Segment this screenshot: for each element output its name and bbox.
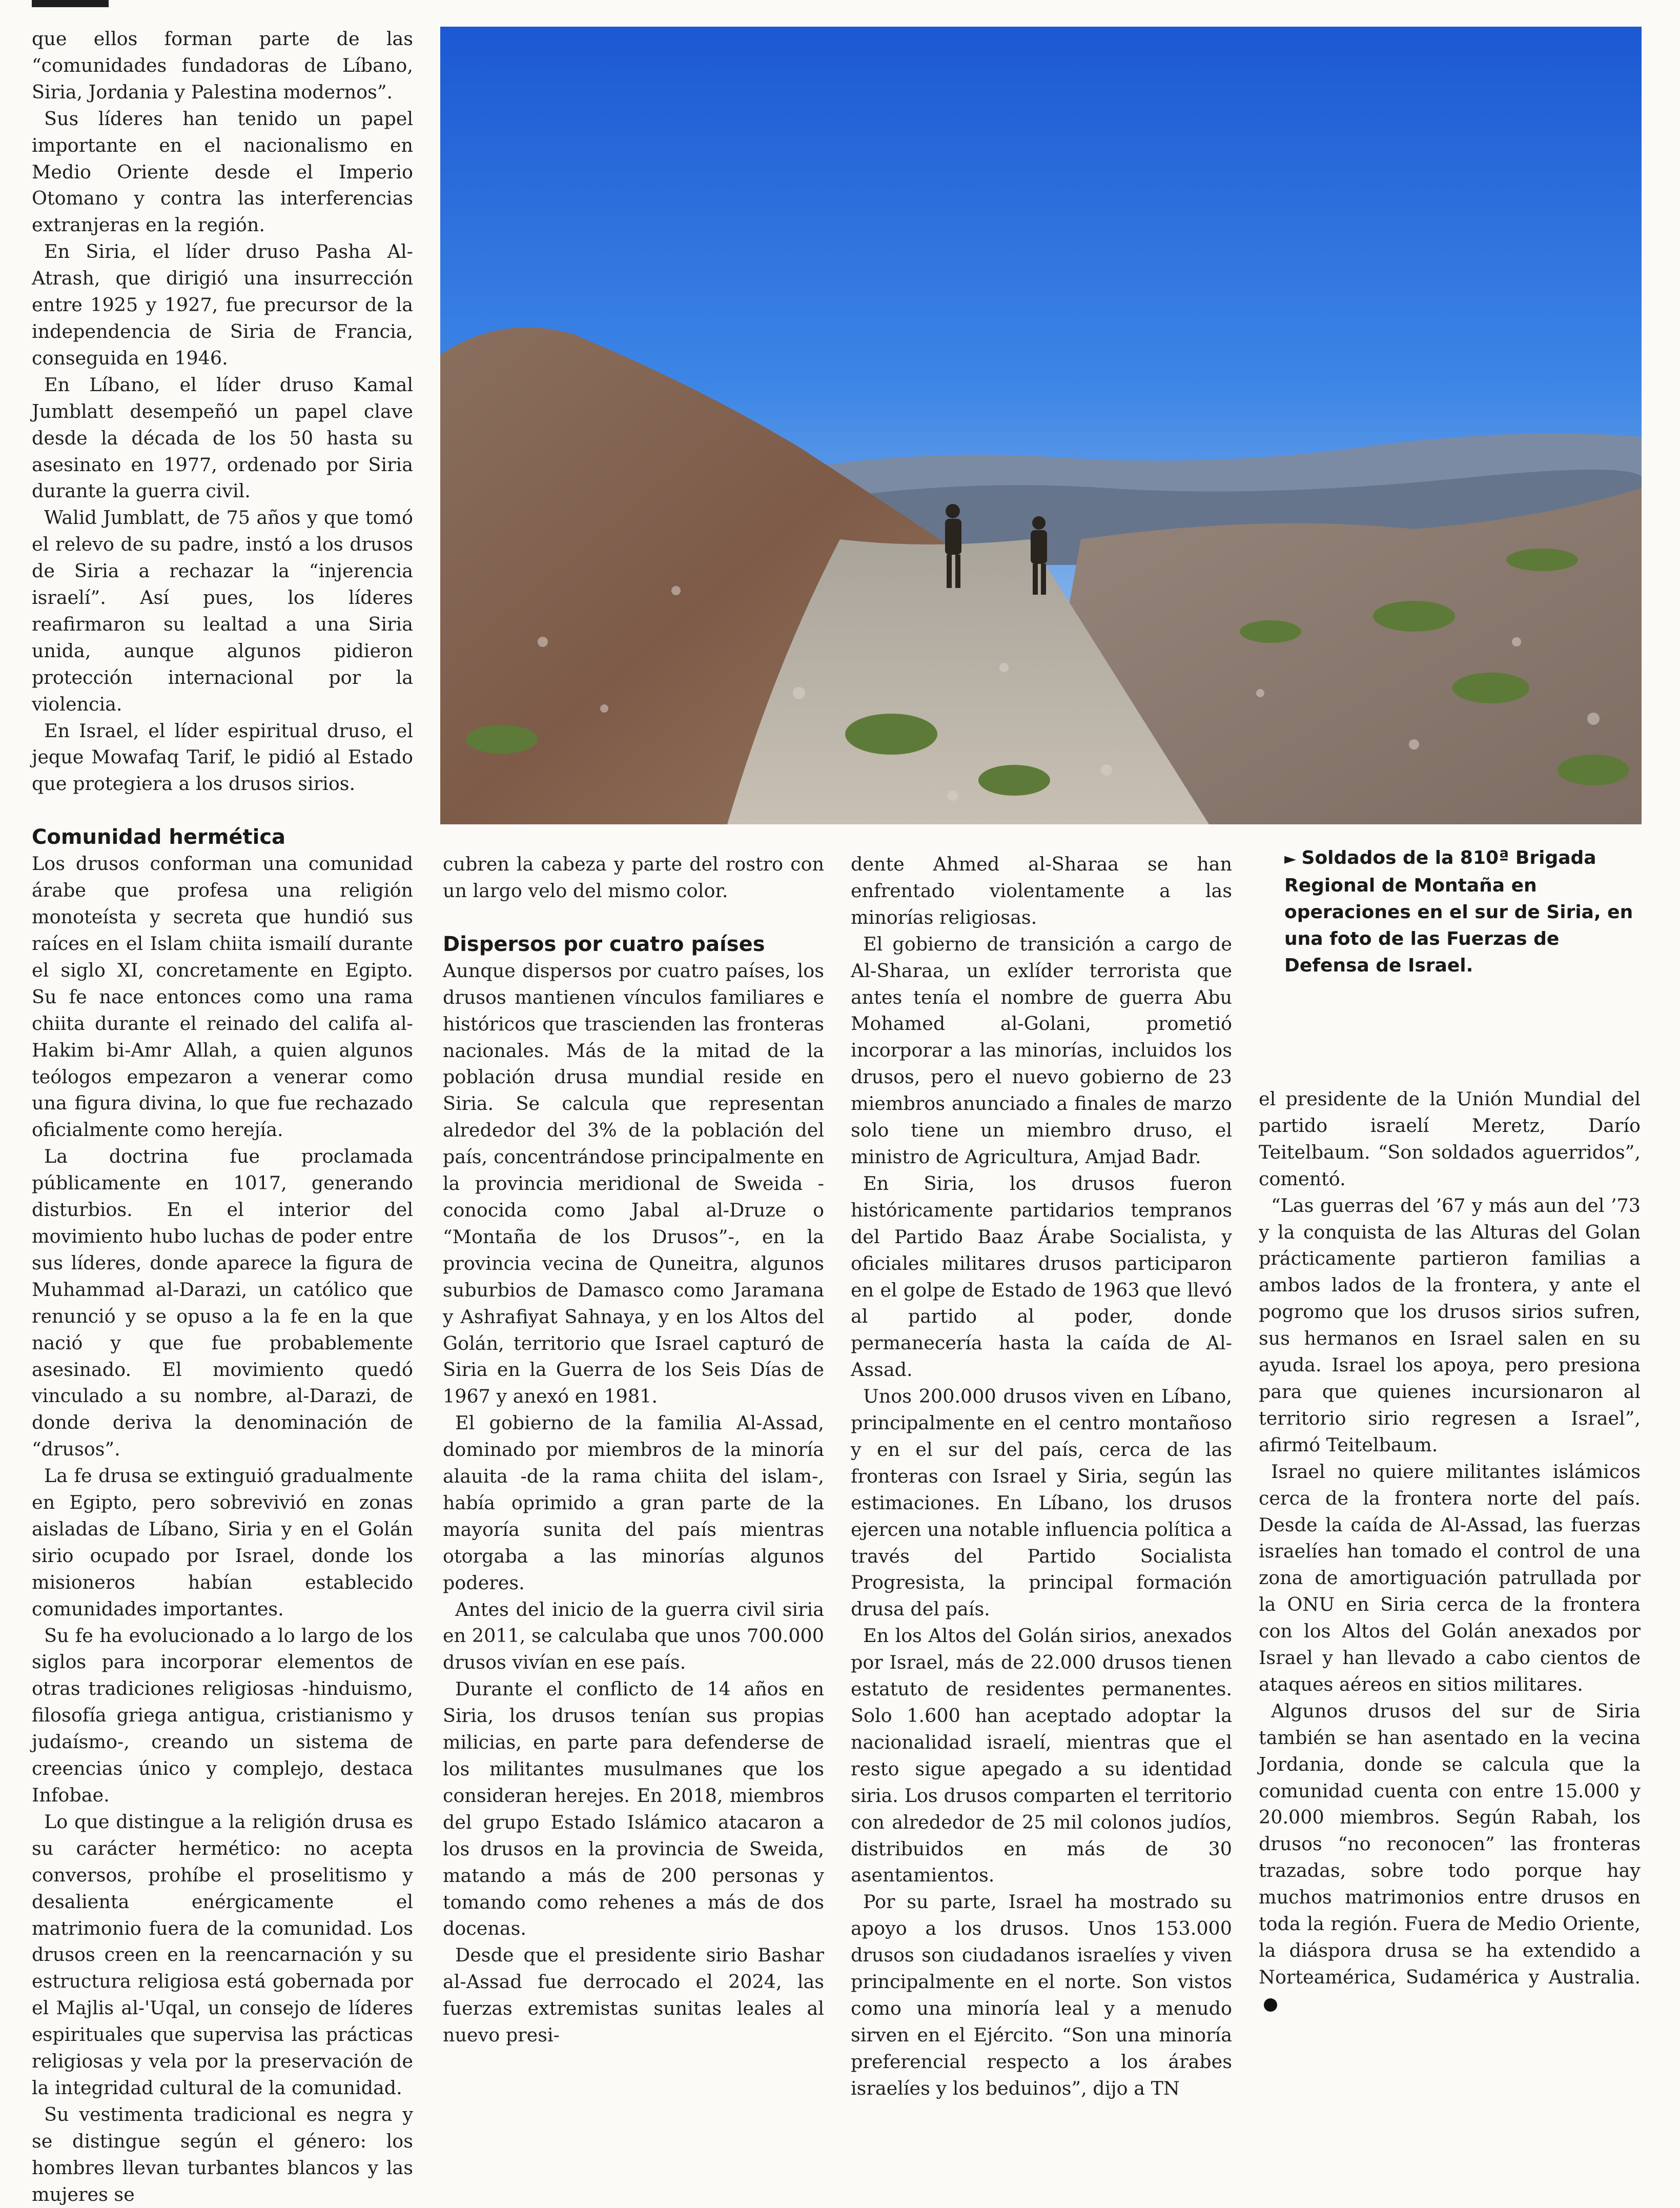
section-heading: Comunidad hermética bbox=[32, 825, 286, 849]
photo-caption bbox=[1284, 845, 1643, 979]
column-4 bbox=[1259, 1086, 1641, 2017]
paragraph: En Líbano, el líder druso Kamal Jumblatt desempeñó un papel clave desde la década de los 50 hasta su asesinato en 1977, ordenado por Siria durante la guerra civil. bbox=[32, 373, 413, 502]
paragraph: En los Altos del Golán sirios, anexados por Israel, más de 22.000 drusos tienen estatuto de residentes permanentes. Solo 1.600 han aceptado adoptar la nacionalidad israelí, mientras que el resto sigue apegado a su identidad siria. Los drusos comparten el territorio con alrededor de 25 mil colonos judíos, distribuidos en más de 30 asentamientos. bbox=[851, 1625, 1232, 1887]
paragraph: Desde que el presidente sirio Bashar al-Assad fue derrocado el 2024, las fuerzas extremistas sunitas leales al nuevo presi- bbox=[443, 1944, 824, 2047]
paragraph: Sus líderes han tenido un papel importante en el nacionalismo en Medio Oriente desde el Imperio Otomano y contra las interferencias extranjeras en la región. bbox=[32, 107, 413, 236]
paragraph: El gobierno de la familia Al-Assad, dominado por miembros de la minoría alauita -de la rama chiita del islam-, había oprimido a gran parte de la mayoría sunita del país mientras otorgaba a las minorías algunos poderes. bbox=[443, 1412, 824, 1594]
paragraph: Lo que distingue a la religión drusa es su carácter hermético: no acepta conversos, prohíbe el proselitismo y desalienta enérgicamente el matrimonio fuera de la comunidad. Los drusos creen en la reencarnación y su estructura religiosa está gobernada por el Majlis al-'Uqal, un consejo de líderes espirituales que supervisa las prácticas religiosas y vela por la preservación de la integridad cultural de la comunidad. bbox=[32, 1810, 413, 2099]
section-heading: Dispersos por cuatro países bbox=[443, 932, 765, 956]
paragraph: Su fe ha evolucionado a lo largo de los siglos para incorporar elementos de otras tradiciones religiosas -hinduismo, filosofía griega antigua, cristianismo y judaísmo-, creando un sistema de creencias único y complejo, destaca Infobae. bbox=[32, 1624, 413, 1806]
paragraph: En Israel, el líder espiritual druso, el jeque Mowafaq Tarif, le pidió al Estado que protegiera a los drusos sirios. bbox=[32, 719, 413, 795]
paragraph: Aunque dispersos por cuatro países, los drusos mantienen vínculos familiares e históricos que trascienden las fronteras nacionales. Más de la mitad de la población drusa mundial reside en Siria. Se calcula que representan alrededor del 3% de la población del país, concentrándose principalmente en la provincia meridional de Sweida -conocida como Jabal al-Druze o “Montaña de los Drusos”-, en la provincia vecina de Quneitra, algunos suburbios de Damasco como Jaramana y Ashrafiyat Sahnaya, y en los Altos del Golán, territorio que Israel capturó de Siria en la Guerra de los Seis Días de 1967 y anexó en 1981. bbox=[443, 959, 824, 1408]
paragraph: Su vestimenta tradicional es negra y se distingue según el género: los hombres llevan turbantes blancos y las mujeres se bbox=[32, 2103, 413, 2205]
paragraph bbox=[1259, 1698, 1641, 2017]
paragraph: Durante el conflicto de 14 años en Siria, los drusos tenían sus propias milicias, en parte para defenderse de los militantes musulmanes que los consideran herejes. En 2018, miembros del grupo Estado Islámico atacaron a los drusos en la provincia de Sweida, matando a más de 200 personas y tomando como rehenes a más de dos docenas. bbox=[443, 1678, 824, 1940]
header-rule bbox=[32, 0, 109, 7]
paragraph: Unos 200.000 drusos viven en Líbano, principalmente en el centro montañoso y en el sur del país, cerca de las fronteras con Israel y Siria, según las estimaciones. En Líbano, los drusos ejercen una notable influencia política a través del Partido Socialista Progresista, la principal formación drusa del país. bbox=[851, 1385, 1232, 1620]
paragraph: Walid Jumblatt, de 75 años y que tomó el relevo de su padre, instó a los drusos de Siria a rechazar la “injerencia israelí”. Así pues, los líderes reafirmaron su lealtad a una Siria unida, aunque algunos pidieron protección internacional por la violencia. bbox=[32, 507, 413, 715]
end-of-article-icon bbox=[1264, 1998, 1277, 2012]
article-photo bbox=[440, 27, 1642, 824]
paragraph: Por su parte, Israel ha mostrado su apoyo a los drusos. Unos 153.000 drusos son ciudadanos israelíes y viven principalmente en el norte. Son vistos como una minoría leal y a menudo sirven en el Ejército. “Son una minoría preferencial respecto a los árabes israelíes y los beduinos”, dijo a TN bbox=[851, 1891, 1232, 2099]
paragraph: que ellos forman parte de las “comunidades fundadoras de Líbano, Siria, Jordania y Palestina modernos”. bbox=[32, 28, 413, 103]
paragraph: Los drusos conforman una comunidad árabe que profesa una religión monoteísta y secreta que hundió sus raíces en el Islam chiita ismailí durante el siglo XI, concretamente en Egipto. Su fe nace entonces como una rama chiita durante el reinado del califa al-Hakim bi-Amr Allah, a quien algunos teólogos empezaron a venerar como una figura divina, lo que fue rechazado oficialmente como herejía. bbox=[32, 853, 413, 1141]
paragraph: La fe drusa se extinguió gradualmente en Egipto, pero sobrevivió en zonas aisladas de Líbano, Siria y en el Golán sirio ocupado por Israel, donde los misioneros habían establecido comunidades importantes. bbox=[32, 1465, 413, 1620]
paragraph: dente Ahmed al-Sharaa se han enfrentado violentamente a las minorías religiosas. bbox=[851, 853, 1232, 928]
column-3 bbox=[851, 851, 1232, 2102]
paragraph-text: Algunos drusos del sur de Siria también se han asentado en la vecina Jordania, donde se calcula que la comunidad cuenta con entre 15.000 y 20.000 miembros. Según Rabah, los drusos “no reconocen” las fronteras trazadas, sobre todo porque hay muchos matrimonios entre drusos en toda la región. Fuera de Medio Oriente, la diáspora drusa se ha extendido a Norteamérica, Sudamérica y Australia. bbox=[1259, 1699, 1641, 1988]
paragraph: El gobierno de transición a cargo de Al-Sharaa, un exlíder terrorista que antes tenía el nombre de guerra Abu Mohamed al-Golani, prometió incorporar a las minorías, incluidos los drusos, pero el nuevo gobierno de 23 miembros anunciado a finales de marzo solo tiene un miembro druso, el ministro de Agricultura, Amjad Badr. bbox=[851, 933, 1232, 1168]
paragraph: En Siria, el líder druso Pasha Al-Atrash, que dirigió una insurrección entre 1925 y 1927, fue precursor de la independencia de Siria de Francia, conseguida en 1946. bbox=[32, 240, 413, 369]
paragraph: “Las guerras del ’67 y más aun del ’73 y la conquista de las Alturas del Golan prácticamente partieron familias a ambos lados de la frontera, y ante el pogromo que los drusos sirios sufren, sus hermanos en Israel salen en su ayuda. Israel los apoya, pero presiona para que quienes incursionaron al territorio sirio regresen a Israel”, afirmó Teitelbaum. bbox=[1259, 1194, 1641, 1456]
paragraph: La doctrina fue proclamada públicamente en 1017, generando disturbios. En el interior del movimiento hubo luchas de poder entre sus líderes, donde aparece la figura de Muhammad al-Darazi, un católico que renunció y se opuso a la fe en la que nació y que fue probablemente asesinado. El movimiento quedó vinculado a su nombre, al-Darazi, de donde deriva la denominación de “drusos”. bbox=[32, 1145, 413, 1461]
caption-arrow-icon: ► bbox=[1284, 850, 1302, 868]
paragraph: Israel no quiere militantes islámicos cerca de la frontera norte del país. Desde la caída de Al-Assad, las fuerzas israelíes han tomado el control de una zona de amortiguación patrullada por la ONU en Siria cerca de la frontera con los Altos del Golán anexados por Israel y han llevado a cabo cientos de ataques aéreos en sitios militares. bbox=[1259, 1460, 1641, 1695]
paragraph: cubren la cabeza y parte del rostro con un largo velo del mismo color. bbox=[443, 853, 824, 902]
paragraph: En Siria, los drusos fueron históricamente partidarios tempranos del Partido Baaz Árabe Socialista, y oficiales militares drusos participaron en el golpe de Estado de 1963 que llevó al partido al poder, donde permanecería hasta la caída de Al-Assad. bbox=[851, 1172, 1232, 1381]
paragraph: el presidente de la Unión Mundial del partido israelí Meretz, Darío Teitelbaum. “Son soldados aguerridos”, comentó. bbox=[1259, 1088, 1641, 1190]
caption-text: Soldados de la 810ª Brigada Regional de Montaña en operaciones en el sur de Siria, en una foto de las Fuerzas de Defensa de Israel. bbox=[1284, 847, 1633, 976]
column-2 bbox=[443, 851, 824, 2049]
column-1 bbox=[32, 26, 413, 2208]
paragraph: Antes del inicio de la guerra civil siria en 2011, se calculaba que unos 700.000 drusos vivían en ese país. bbox=[443, 1598, 824, 1674]
